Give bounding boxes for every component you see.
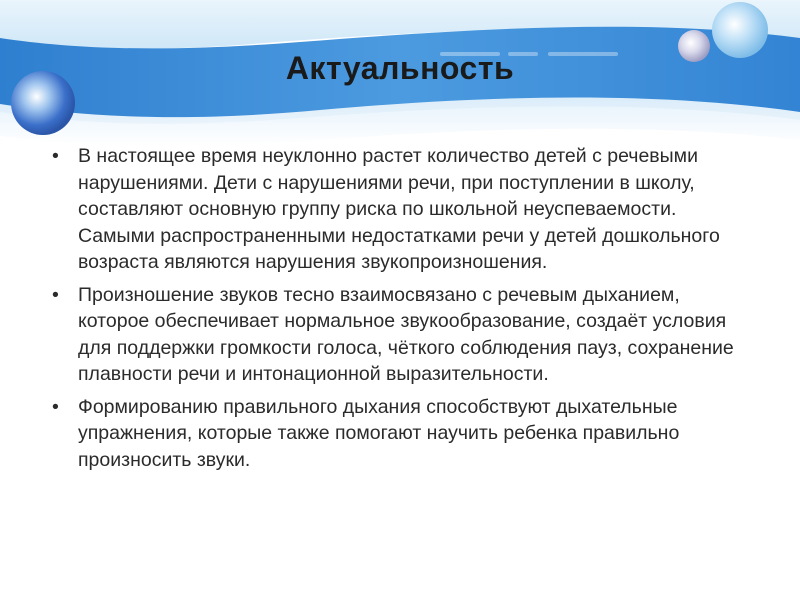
bullet-item <box>52 394 742 474</box>
bullet-marker: • <box>52 145 59 167</box>
bullet-marker: • <box>52 395 59 418</box>
bullet-item <box>52 282 742 388</box>
slide-title: Актуальность <box>285 50 515 86</box>
bullet-text: В настоящее время неуклонно растет количество детей с речевыми нарушениями. Дети с нарушениями речи, при поступлении в школу, составляют основную группу риска по школьной неуспеваемости. Самыми распространенными недостатками речи у детей дошкольного возраста являются нарушения звукопроизношения. <box>78 145 720 273</box>
bullet-text: Формированию правильного дыхания способствуют дыхательные упражнения, которые также помогают научить ребенка правильно произносить звуки. <box>78 395 680 471</box>
bullet-list <box>52 143 742 479</box>
bullet-marker: • <box>52 283 59 306</box>
bullet-text: Произношение звуков тесно взаимосвязано с речевым дыханием, которое обеспечивает нормальное звукообразование, создаёт условия для поддержки громкости голоса, чёткого соблюдения пауз, сохранение плавности речи и интонационной выразительности. <box>78 283 734 385</box>
bullet-item <box>52 143 742 276</box>
